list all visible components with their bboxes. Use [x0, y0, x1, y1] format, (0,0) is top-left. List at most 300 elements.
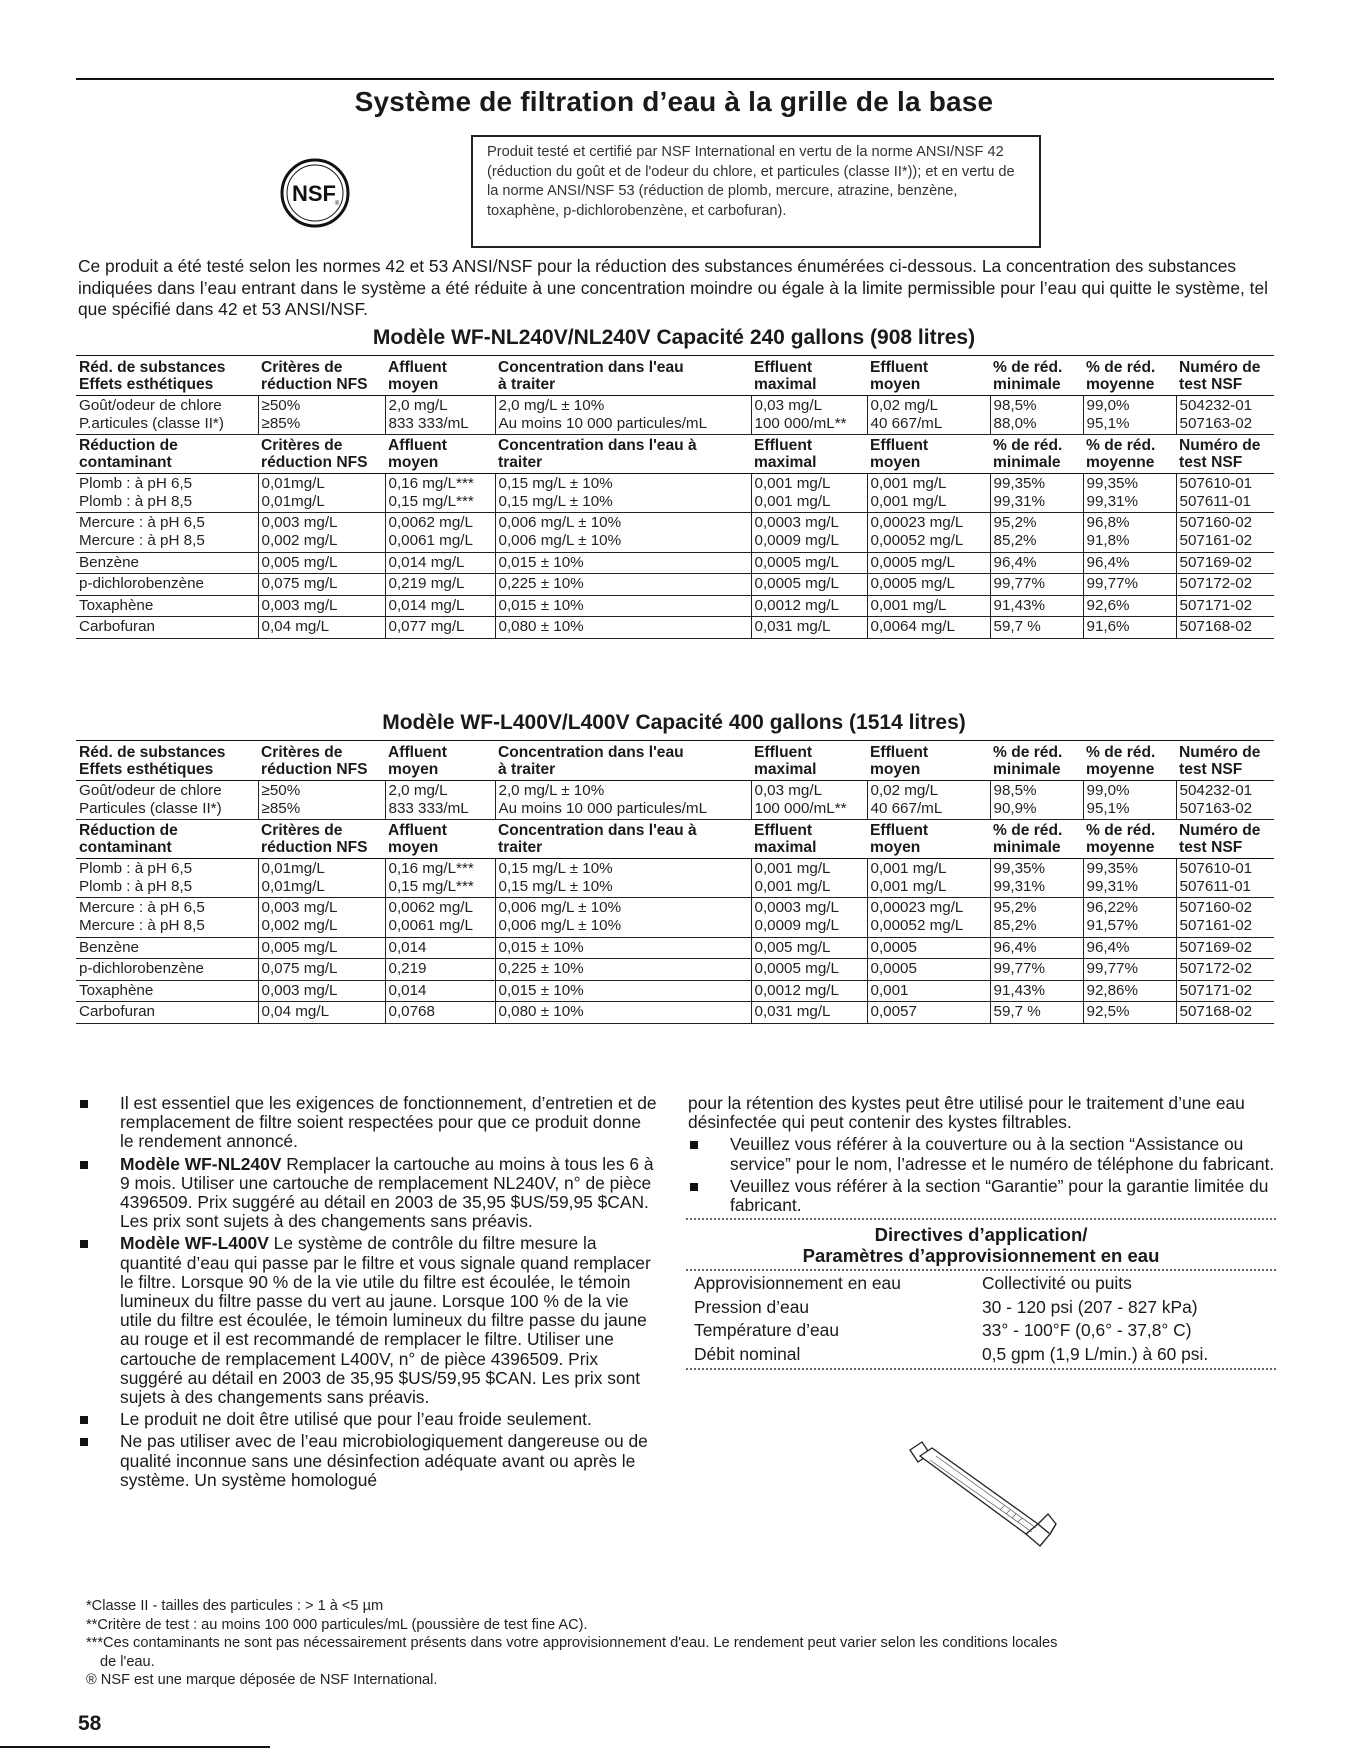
column-header-line: minimale [993, 454, 1061, 471]
column-header [1176, 359, 1274, 396]
table-cell [385, 959, 495, 981]
table-cell [385, 474, 495, 513]
cell-line: 0,003 mg/L [261, 514, 338, 532]
column-header-line: Effluent [870, 360, 929, 376]
table-cell [1176, 617, 1274, 639]
column-header-line: Effluent [870, 745, 929, 761]
cell-line: 96,8% [1086, 514, 1130, 532]
column-header [1176, 435, 1274, 474]
cell-line: 85,2% [993, 531, 1037, 549]
svg-text:®: ® [334, 201, 340, 207]
cell-line: 0,005 mg/L [261, 938, 338, 956]
column-header-line: Concentration dans l'eau à [498, 823, 697, 840]
cell-line: 91,6% [1086, 618, 1130, 636]
table-cell [495, 595, 751, 617]
cell-line: 0,001 mg/L [870, 475, 947, 493]
column-header-line: moyen [388, 761, 439, 778]
cell-line: Mercure : à pH 6,5 [79, 514, 205, 532]
cell-line: 0,15 mg/L*** [388, 492, 474, 510]
cell-line: Benzène [79, 553, 139, 571]
cell-line: Plomb : à pH 8,5 [79, 877, 193, 895]
table-cell [76, 513, 258, 552]
table-cell [76, 595, 258, 617]
cell-line: 0,00023 mg/L [870, 899, 964, 917]
cell-line: 0,015 ± 10% [498, 596, 584, 614]
column-header-line: Effluent [754, 745, 813, 761]
column-header-line: Concentration dans l'eau [498, 360, 684, 376]
table-cell [76, 781, 258, 820]
table-cell [1083, 617, 1176, 639]
cell-line: 0,0005 mg/L [754, 575, 839, 593]
cell-line: Mercure : à pH 6,5 [79, 899, 205, 917]
cell-line: 0,005 mg/L [754, 938, 831, 956]
table-cell [751, 574, 867, 596]
parameter-row [686, 1343, 1276, 1367]
contaminant-row [76, 474, 1274, 513]
bullet-square-icon [690, 1183, 698, 1191]
dotted-divider [686, 1368, 1276, 1370]
table-cell [990, 513, 1083, 552]
cell-line: 0,0057 [870, 1003, 917, 1021]
table-header-row [76, 744, 1274, 781]
column-header-line: Effluent [754, 360, 813, 376]
cell-line: 91,43% [993, 981, 1046, 999]
column-header-line: moyenne [1086, 839, 1155, 856]
bullet-square-icon [80, 1438, 88, 1446]
cell-line: 0,075 mg/L [261, 575, 338, 593]
bullet-model-label: Modèle WF-L400V [120, 1233, 269, 1254]
table-cell [258, 980, 385, 1002]
cell-line: 0,16 mg/L*** [388, 475, 474, 493]
table-cell [751, 595, 867, 617]
column-header-line: Effluent [754, 438, 813, 455]
table-cell [258, 937, 385, 959]
cell-line: ≥85% [261, 799, 301, 817]
parameter-value: 33° - 100°F (0,6° - 37,8° C) [982, 1320, 1192, 1340]
cell-line: 99,31% [1086, 492, 1139, 510]
bottom-rule [0, 1746, 270, 1748]
cell-line: 0,15 mg/L ± 10% [498, 492, 613, 510]
cell-line: Plomb : à pH 8,5 [79, 492, 193, 510]
column-header-line: minimale [993, 761, 1061, 778]
table-cell [990, 617, 1083, 639]
column-header [867, 744, 990, 781]
cell-line: 0,001 mg/L [754, 860, 831, 878]
table-cell [1176, 396, 1274, 435]
column-header-line: moyen [870, 839, 921, 856]
column-header-line: à traiter [498, 376, 556, 393]
cell-line: 0,01mg/L [261, 860, 325, 878]
column-header-line: traiter [498, 454, 543, 471]
table-cell [1083, 1002, 1176, 1024]
table-cell [258, 574, 385, 596]
table-cell [495, 959, 751, 981]
parameter-value: 30 - 120 psi (207 - 827 kPa) [982, 1296, 1198, 1317]
cell-line: p-dichlorobenzène [79, 575, 204, 593]
column-header-line: % de réd. [1086, 745, 1156, 761]
cell-line: 0,0768 [388, 1003, 435, 1021]
cell-line: 96,4% [1086, 553, 1130, 571]
column-header-line: % de réd. [993, 745, 1063, 761]
cell-line: p-dichlorobenzène [79, 960, 204, 978]
cell-line: 0,0062 mg/L [388, 514, 473, 532]
bullet-text: Le système de contrôle du filtre mesure la quantité d’eau qui passe par le filtre et vous signale quand remplacer le filtre. Lorsque 90 % de la vie utile du filtre est écoulée, le témoin lumineux du filtre passe du vert au jaune. Lorsque 100 % de la vie utile du filtre est écoulée, le témoin lumineux du filtre passe du jaune au rouge et il est recommandé de remplacer le filtre. Utiliser une cartouche de remplacement L400V, n° de pièce 4396509. Prix suggéré au détail en 2003 de 35,95 $US/59,95 $CAN. Les prix sont sujets à des changements sans préavis. [120, 1233, 651, 1408]
cell-line: 0,15 mg/L ± 10% [498, 860, 613, 878]
table-cell [1083, 781, 1176, 820]
cell-line: 0,003 mg/L [261, 899, 338, 917]
column-header-line: Réd. de substances [79, 360, 226, 376]
bullet-text: Le produit ne doit être utilisé que pour l’eau froide seulement. [120, 1409, 592, 1430]
column-header-line: Effluent [870, 823, 929, 840]
cell-line: 96,4% [993, 938, 1037, 956]
cell-line: Benzène [79, 938, 139, 956]
model-2-spec-table [76, 744, 1274, 1024]
column-header-line: Affluent [388, 438, 447, 455]
table-cell [258, 898, 385, 937]
cell-line: 0,006 mg/L ± 10% [498, 531, 622, 549]
column-header [258, 435, 385, 474]
column-header-line: Affluent [388, 745, 447, 761]
column-header-line: % de réd. [993, 360, 1063, 376]
column-header [990, 435, 1083, 474]
cell-line: 0,04 mg/L [261, 1003, 330, 1021]
footnotes [86, 1597, 1276, 1690]
page-title: Système de filtration d’eau à la grille de la base [354, 86, 994, 117]
table-cell [990, 396, 1083, 435]
column-header-line: % de réd. [1086, 823, 1156, 840]
column-header-line: Critères de [261, 745, 343, 761]
cell-line: 0,014 [388, 938, 427, 956]
cell-line: 96,22% [1086, 899, 1139, 917]
cell-line: 96,4% [993, 553, 1037, 571]
column-header-line: minimale [993, 839, 1061, 856]
cell-line: 0,015 ± 10% [498, 981, 584, 999]
cell-line: Goût/odeur de chlore [79, 397, 222, 414]
cell-line: 59,7 % [993, 618, 1041, 636]
column-header-line: contaminant [79, 839, 172, 856]
cell-line: 0,001 mg/L [870, 596, 947, 614]
table-cell [385, 552, 495, 574]
column-header-line: maximal [754, 839, 817, 856]
contaminant-row [76, 937, 1274, 959]
cell-line: 0,00052 mg/L [870, 531, 964, 549]
table-cell [1176, 937, 1274, 959]
cell-line: Goût/odeur de chlore [79, 782, 222, 799]
column-header-line: réduction NFS [261, 761, 368, 778]
table-cell [495, 937, 751, 959]
column-header [990, 359, 1083, 396]
column-header-line: réduction NFS [261, 376, 368, 393]
cell-line: 0,001 [870, 981, 909, 999]
cell-line: 0,006 mg/L ± 10% [498, 899, 622, 917]
column-header-line: moyen [870, 454, 921, 471]
table-cell [76, 617, 258, 639]
table-cell [495, 1002, 751, 1024]
cell-line: 507169-02 [1179, 938, 1253, 956]
table-cell [990, 574, 1083, 596]
cell-line: 0,02 mg/L [870, 397, 939, 414]
footnote: *Classe II - tailles des particules : > 1 à <5 µm [86, 1598, 384, 1614]
column-header-line: à traiter [498, 761, 556, 778]
table-cell [1176, 898, 1274, 937]
bullet-item [78, 1234, 658, 1407]
cell-line: 95,2% [993, 514, 1037, 532]
column-header [867, 435, 990, 474]
cell-line: 88,0% [993, 414, 1037, 432]
cell-line: 95,1% [1086, 414, 1130, 432]
table-cell [751, 552, 867, 574]
table-cell [990, 781, 1083, 820]
cell-line: 507611-01 [1179, 877, 1252, 895]
table-cell [385, 574, 495, 596]
column-header [867, 820, 990, 859]
table-cell [751, 781, 867, 820]
contaminant-row [76, 959, 1274, 981]
column-header [495, 744, 751, 781]
dotted-divider [686, 1218, 1276, 1220]
table-cell [751, 980, 867, 1002]
table-cell [990, 595, 1083, 617]
cell-line: ≥50% [261, 782, 301, 799]
table-cell [990, 937, 1083, 959]
column-header [258, 820, 385, 859]
cell-line: ≥50% [261, 397, 301, 414]
table-cell [258, 396, 385, 435]
table-cell [495, 513, 751, 552]
cell-line: Au moins 10 000 particules/mL [498, 799, 708, 817]
cell-line: 0,01mg/L [261, 475, 325, 493]
cell-line: 95,2% [993, 899, 1037, 917]
table-cell [751, 474, 867, 513]
cell-line: 0,001 mg/L [754, 475, 831, 493]
table-cell [76, 396, 258, 435]
bullet-item [78, 1432, 658, 1490]
cell-line: 0,0005 mg/L [754, 553, 839, 571]
cell-line: 0,003 mg/L [261, 596, 338, 614]
cell-line: 833 333/mL [388, 799, 469, 817]
table-cell [751, 937, 867, 959]
column-header-line: Numéro de [1179, 745, 1261, 761]
cell-line: P.articules (classe II*) [79, 414, 224, 432]
cell-line: 0,014 [388, 981, 427, 999]
cell-line: 2,0 mg/L [388, 397, 448, 414]
dotted-divider [686, 1269, 1276, 1271]
parameter-label: Approvisionnement en eau [694, 1273, 901, 1293]
column-header-line: Effluent [870, 438, 929, 455]
table-cell [867, 859, 990, 898]
table-cell [867, 474, 990, 513]
bullet-text: Remplacer la cartouche au moins à tous les 6 à 9 mois. Utiliser une cartouche de remplacement NL240V, n° de pièce 4396509. Prix suggéré au détail en 2003 de 35,95 $US/59,95 $CAN. Les prix sont sujets à des changements sans préavis. [120, 1153, 654, 1232]
table-cell [495, 898, 751, 937]
column-header-line: Concentration dans l'eau [498, 745, 684, 761]
table-cell [751, 859, 867, 898]
cell-line: 0,031 mg/L [754, 618, 831, 636]
cell-line: 0,015 ± 10% [498, 938, 584, 956]
column-header-line: Effets esthétiques [79, 761, 214, 778]
certification-box: Produit testé et certifié par NSF International en vertu de la norme ANSI/NSF 42 (réduction du goût et de l'odeur du chlore, et particules (classe II*)); et en vertu de la norme ANSI/NSF 53 (réduction de plomb, mercure, atrazine, benzène, toxaphène, p-dichlorobenzène, et carbofuran). [471, 135, 1041, 248]
cell-line: 507163-02 [1179, 799, 1253, 817]
column-header-line: % de réd. [1086, 360, 1156, 376]
column-header [76, 744, 258, 781]
cell-line: 0,15 mg/L ± 10% [498, 877, 613, 895]
table-cell [990, 474, 1083, 513]
cell-line: 507168-02 [1179, 1003, 1253, 1021]
table-header-row [76, 359, 1274, 396]
table-cell [76, 898, 258, 937]
table-cell [385, 617, 495, 639]
column-header [1083, 820, 1176, 859]
table-cell [990, 859, 1083, 898]
column-header-line: Réd. de substances [79, 745, 226, 761]
column-header [385, 744, 495, 781]
table-cell [990, 959, 1083, 981]
column-header [1083, 744, 1176, 781]
column-header [990, 744, 1083, 781]
cell-line: 0,00052 mg/L [870, 916, 964, 934]
column-header [495, 820, 751, 859]
cell-line: 40 667/mL [870, 799, 943, 817]
table-cell [751, 617, 867, 639]
column-header-line: réduction NFS [261, 454, 368, 471]
column-header-line: test NSF [1179, 761, 1243, 778]
cell-line: 507168-02 [1179, 618, 1253, 636]
water-supply-parameters [686, 1218, 1276, 1370]
cell-line: 0,014 mg/L [388, 553, 465, 571]
cell-line: 96,4% [1086, 938, 1130, 956]
column-header [76, 820, 258, 859]
cell-line: 0,16 mg/L*** [388, 860, 474, 878]
cell-line: 0,0005 [870, 938, 917, 956]
column-header [751, 744, 867, 781]
table-cell [258, 617, 385, 639]
cell-line: 2,0 mg/L ± 10% [498, 782, 605, 799]
page-number: 58 [78, 1712, 102, 1735]
cell-line: 0,0005 [870, 960, 917, 978]
cell-line: 99,77% [993, 960, 1046, 978]
column-header-line: Effluent [754, 823, 813, 840]
model-2-rule [76, 740, 1274, 741]
table-cell [76, 474, 258, 513]
column-header-line: test NSF [1179, 454, 1243, 471]
cell-line: 0,0064 mg/L [870, 618, 955, 636]
table-cell [867, 552, 990, 574]
cell-line: Plomb : à pH 6,5 [79, 860, 193, 878]
directives-subtitle: Paramètres d’approvisionnement en eau [802, 1245, 1160, 1266]
table-cell [1176, 781, 1274, 820]
table-cell [751, 396, 867, 435]
cell-line: Toxaphène [79, 596, 154, 614]
column-header-line: maximal [754, 376, 817, 393]
table-cell [1083, 396, 1176, 435]
column-header-line: minimale [993, 376, 1061, 393]
column-header [495, 435, 751, 474]
column-header-line: traiter [498, 839, 543, 856]
cell-line: 98,5% [993, 782, 1037, 799]
column-header-line: moyenne [1086, 454, 1155, 471]
cell-line: 504232-01 [1179, 397, 1253, 414]
footnote: ® NSF est une marque déposée de NSF International. [86, 1672, 438, 1689]
column-header [258, 359, 385, 396]
cell-line: 0,003 mg/L [261, 981, 338, 999]
column-header-line: Affluent [388, 360, 447, 376]
column-header-line: % de réd. [993, 438, 1063, 455]
table-cell [385, 396, 495, 435]
cell-line: 99,77% [993, 575, 1046, 593]
table-cell [990, 898, 1083, 937]
contaminant-row [76, 574, 1274, 596]
cell-line: Mercure : à pH 8,5 [79, 531, 205, 549]
table-cell [867, 574, 990, 596]
model-1-spec-table [76, 359, 1274, 639]
table-cell [385, 781, 495, 820]
cell-line: 0,02 mg/L [870, 782, 939, 799]
table-cell [495, 781, 751, 820]
table-cell [751, 513, 867, 552]
column-header-line: Numéro de [1179, 438, 1261, 455]
cell-line: 0,001 mg/L [754, 877, 831, 895]
table-cell [990, 980, 1083, 1002]
cell-line: 0,001 mg/L [870, 860, 947, 878]
cell-line: 507171-02 [1179, 596, 1253, 614]
cell-line: 99,0% [1086, 397, 1130, 414]
cell-line: 95,1% [1086, 799, 1130, 817]
footnote: de l'eau. [100, 1653, 155, 1670]
bullet-item [78, 1094, 658, 1152]
table-cell [751, 898, 867, 937]
column-header-line: Critères de [261, 360, 343, 376]
cell-line: 0,001 mg/L [870, 492, 947, 510]
cell-line: 507169-02 [1179, 553, 1253, 571]
cell-line: 0,0003 mg/L [754, 514, 839, 532]
column-header-line: Réduction de [79, 438, 178, 455]
cell-line: 0,0061 mg/L [388, 531, 473, 549]
cell-line: 100 000/mL** [754, 414, 847, 432]
table-cell [867, 959, 990, 981]
cell-line: 0,0061 mg/L [388, 916, 473, 934]
cell-line: 91,57% [1086, 916, 1139, 934]
table-cell [258, 1002, 385, 1024]
table-cell [76, 937, 258, 959]
cell-line: 507161-02 [1179, 916, 1253, 934]
cell-line: 92,86% [1086, 981, 1139, 999]
table-cell [76, 959, 258, 981]
cell-line: 2,0 mg/L ± 10% [498, 397, 605, 414]
cell-line: 504232-01 [1179, 782, 1253, 799]
bullet-text: Veuillez vous référer à la couverture ou à la section “Assistance ou service” pour le nom, l’adresse et le numéro de téléphone du fabricant. [730, 1134, 1275, 1174]
cell-line: 507171-02 [1179, 981, 1253, 999]
cell-line: 0,01mg/L [261, 877, 325, 895]
column-header [867, 359, 990, 396]
table-cell [867, 396, 990, 435]
table-cell [1083, 898, 1176, 937]
contaminant-row [76, 1002, 1274, 1024]
table-cell [258, 474, 385, 513]
bullet-square-icon [80, 1161, 88, 1169]
column-header-line: moyen [388, 839, 439, 856]
contaminant-row [76, 859, 1274, 898]
column-header [385, 435, 495, 474]
cell-line: 0,075 mg/L [261, 960, 338, 978]
table-cell [495, 574, 751, 596]
model-2-title: Modèle WF-L400V/L400V Capacité 400 gallons (1514 litres) [382, 711, 966, 734]
column-header [76, 359, 258, 396]
cell-line: 507611-01 [1179, 492, 1252, 510]
table-cell [1176, 959, 1274, 981]
column-header [495, 359, 751, 396]
column-header-line: Effets esthétiques [79, 376, 214, 393]
cell-line: 0,225 ± 10% [498, 575, 584, 593]
cell-line: 99,31% [993, 492, 1046, 510]
